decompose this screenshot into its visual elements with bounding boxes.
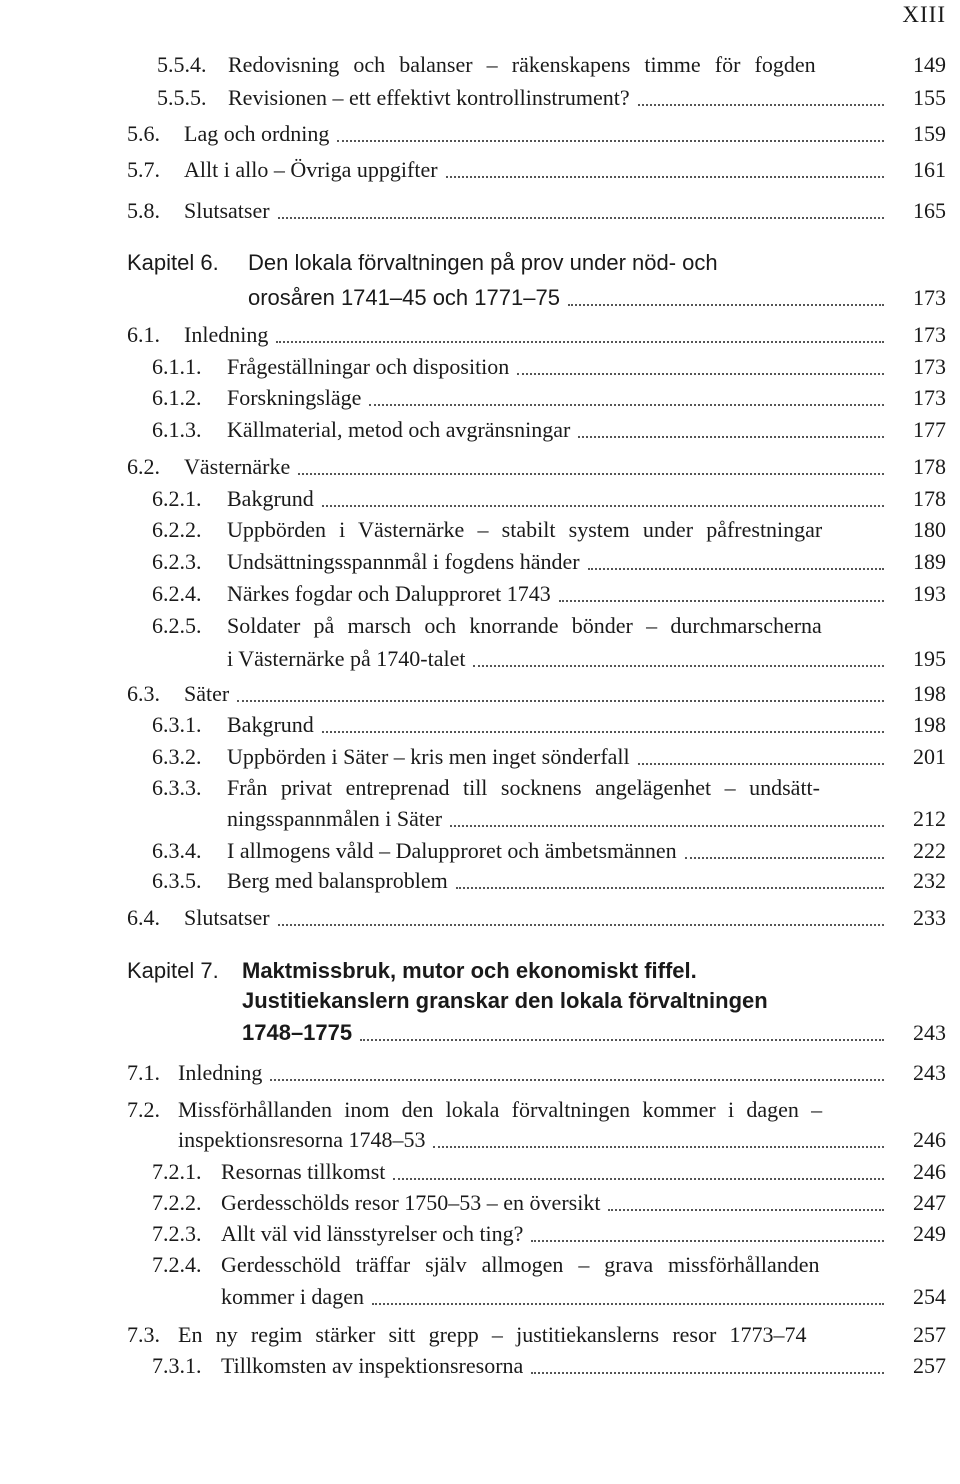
toc-entry xyxy=(0,320,960,350)
entry-title: Frågeställningar och disposition xyxy=(227,354,510,379)
chapter-heading xyxy=(0,956,960,986)
dot-leader xyxy=(270,1079,884,1081)
entry-title: Allt i allo – Övriga uppgifter xyxy=(184,157,438,182)
toc-entry xyxy=(0,611,960,641)
entry-title: Allt väl vid länsstyrelser och ting? xyxy=(221,1221,524,1246)
dot-leader xyxy=(337,140,884,142)
toc-entry-continued xyxy=(0,804,960,834)
entry-title: Uppbörden i Västernärke – stabilt system under påfrestningar xyxy=(227,517,823,542)
entry-number: 7.2.3. xyxy=(152,1221,202,1246)
dot-leader xyxy=(685,857,884,859)
entry-title: Gerdesschölds resor 1750–53 – en översikt xyxy=(221,1190,601,1215)
dot-leader xyxy=(531,1240,884,1242)
dot-leader xyxy=(322,731,884,733)
entry-number: 5.5.4. xyxy=(157,52,207,77)
toc-entry xyxy=(0,679,960,709)
toc-entry-continued xyxy=(0,1125,960,1155)
entry-number: 6.2.4. xyxy=(152,581,202,606)
entry-title: Inledning xyxy=(184,322,269,347)
chapter-heading-continued xyxy=(0,1018,960,1048)
dot-leader xyxy=(360,1039,884,1041)
entry-number: 6.3.1. xyxy=(152,712,202,737)
entry-page: 222 xyxy=(913,838,946,863)
toc-entry xyxy=(0,50,960,80)
entry-title: Bakgrund xyxy=(227,712,314,737)
toc-entry xyxy=(0,1157,960,1187)
entry-number: 6.1.1. xyxy=(152,354,202,379)
entry-page: 198 xyxy=(913,712,946,737)
entry-page: 247 xyxy=(913,1190,946,1215)
dot-leader xyxy=(372,1303,884,1305)
entry-title: Revisionen – ett effektivt kontrollinstrument? xyxy=(228,85,630,110)
entry-page: 249 xyxy=(913,1221,946,1246)
entry-page: 177 xyxy=(913,417,946,442)
entry-number: 7.2.1. xyxy=(152,1159,202,1184)
toc-entry xyxy=(0,710,960,740)
dot-leader xyxy=(298,473,884,475)
toc-entry xyxy=(0,415,960,445)
entry-page: 243 xyxy=(913,1060,946,1085)
toc-entry xyxy=(0,866,960,896)
dot-leader xyxy=(578,436,884,438)
entry-page: 165 xyxy=(913,198,946,223)
entry-number: 7.2.4. xyxy=(152,1252,202,1277)
toc-entry xyxy=(0,383,960,413)
toc-entry xyxy=(0,196,960,226)
entry-title: Lag och ordning xyxy=(184,121,330,146)
entry-page: 161 xyxy=(913,157,946,182)
entry-title: Källmaterial, metod och avgränsningar xyxy=(227,417,571,442)
entry-page: 149 xyxy=(913,52,946,77)
dot-leader xyxy=(278,924,884,926)
entry-page: 173 xyxy=(913,385,946,410)
chapter-title: Den lokala förvaltningen på prov under nöd- och xyxy=(248,250,718,275)
dot-leader xyxy=(559,600,884,602)
entry-number: 6.3.2. xyxy=(152,744,202,769)
chapter-number: Kapitel 7. xyxy=(127,958,219,983)
entry-page: 173 xyxy=(913,354,946,379)
entry-number: 6.2.3. xyxy=(152,549,202,574)
dot-leader xyxy=(456,887,884,889)
chapter-heading-continued xyxy=(0,283,960,313)
dot-leader xyxy=(568,304,884,306)
toc-entry xyxy=(0,1188,960,1218)
entry-title: Inledning xyxy=(178,1060,263,1085)
entry-page: 246 xyxy=(913,1127,946,1152)
entry-title: i Västernärke på 1740-talet xyxy=(227,646,466,671)
entry-page: 254 xyxy=(913,1284,946,1309)
entry-page: 155 xyxy=(913,85,946,110)
entry-title: Uppbörden i Säter – kris men inget sönderfall xyxy=(227,744,630,769)
entry-number: 7.3. xyxy=(127,1322,160,1347)
entry-page: 178 xyxy=(913,486,946,511)
entry-page: 180 xyxy=(913,517,946,542)
entry-title: Tillkomsten av inspektionsresorna xyxy=(221,1353,524,1378)
dot-leader xyxy=(450,825,884,827)
chapter-title: 1748–1775 xyxy=(242,1020,353,1045)
entry-title: Västernärke xyxy=(184,454,291,479)
entry-title: Säter xyxy=(184,681,230,706)
toc-entry xyxy=(0,773,960,803)
entry-number: 6.2.2. xyxy=(152,517,202,542)
toc-entry xyxy=(0,742,960,772)
entry-number: 5.8. xyxy=(127,198,160,223)
toc-entry xyxy=(0,1320,960,1350)
entry-title: ningsspannmålen i Säter xyxy=(227,806,443,831)
dot-leader xyxy=(322,505,884,507)
entry-page: 189 xyxy=(913,549,946,574)
entry-number: 6.1. xyxy=(127,322,160,347)
entry-page: 178 xyxy=(913,454,946,479)
entry-number: 7.3.1. xyxy=(152,1353,202,1378)
entry-number: 5.5.5. xyxy=(157,85,207,110)
toc-entry xyxy=(0,1219,960,1249)
entry-page: 195 xyxy=(913,646,946,671)
entry-title: Gerdesschöld träffar själv allmogen – grava missförhållanden xyxy=(221,1252,820,1277)
entry-number: 6.2.1. xyxy=(152,486,202,511)
entry-number: 7.2. xyxy=(127,1097,160,1122)
entry-page: 173 xyxy=(913,285,946,310)
toc-entry xyxy=(0,352,960,382)
entry-title: inspektionsresorna 1748–53 xyxy=(178,1127,426,1152)
page-number: XIII xyxy=(902,2,946,27)
dot-leader xyxy=(369,404,884,406)
dot-leader xyxy=(393,1178,884,1180)
toc-entry xyxy=(0,836,960,866)
entry-page: 212 xyxy=(913,806,946,831)
toc-entry xyxy=(0,1095,960,1125)
entry-title: Forskningsläge xyxy=(227,385,362,410)
toc-entry xyxy=(0,547,960,577)
toc-entry xyxy=(0,155,960,185)
toc-entry xyxy=(0,1351,960,1381)
entry-number: 6.3.3. xyxy=(152,775,202,800)
entry-title: Resornas tillkomst xyxy=(221,1159,386,1184)
entry-number: 6.4. xyxy=(127,905,160,930)
toc-entry xyxy=(0,579,960,609)
chapter-number: Kapitel 6. xyxy=(127,250,219,275)
entry-title: Närkes fogdar och Dalupproret 1743 xyxy=(227,581,551,606)
toc-entry xyxy=(0,903,960,933)
chapter-title: orosåren 1741–45 och 1771–75 xyxy=(248,285,560,310)
entry-title: Soldater på marsch och knorrande bönder – durchmarscherna xyxy=(227,613,822,638)
toc-entry xyxy=(0,1250,960,1280)
dot-leader xyxy=(517,373,884,375)
toc-entry-continued xyxy=(0,644,960,674)
chapter-title: Maktmissbruk, mutor och ekonomiskt fiffel. xyxy=(242,958,697,983)
entry-page: 193 xyxy=(913,581,946,606)
entry-page: 257 xyxy=(913,1322,946,1347)
dot-leader xyxy=(638,104,884,106)
entry-number: 6.3.4. xyxy=(152,838,202,863)
dot-leader xyxy=(276,341,884,343)
entry-number: 5.7. xyxy=(127,157,160,182)
entry-title: Från privat entreprenad till socknens angelägenhet – undsätt- xyxy=(227,775,820,800)
toc-entry-continued xyxy=(0,1282,960,1312)
dot-leader xyxy=(237,700,884,702)
toc-entry xyxy=(0,119,960,149)
entry-page: 246 xyxy=(913,1159,946,1184)
toc-entry xyxy=(0,515,960,545)
entry-page: 232 xyxy=(913,868,946,893)
entry-title: Redovisning och balanser – räkenskapens timme för fogden xyxy=(228,52,816,77)
entry-number: 6.1.2. xyxy=(152,385,202,410)
entry-page: 243 xyxy=(913,1020,946,1045)
entry-page: 233 xyxy=(913,905,946,930)
toc-entry xyxy=(0,452,960,482)
entry-title: Missförhållanden inom den lokala förvaltningen kommer i dagen – xyxy=(178,1097,823,1122)
entry-title: Slutsatser xyxy=(184,905,270,930)
entry-number: 7.1. xyxy=(127,1060,160,1085)
entry-title: kommer i dagen xyxy=(221,1284,364,1309)
dot-leader xyxy=(446,176,884,178)
chapter-heading xyxy=(0,248,960,278)
entry-page: 173 xyxy=(913,322,946,347)
dot-leader xyxy=(588,568,884,570)
entry-number: 6.2. xyxy=(127,454,160,479)
entry-number: 6.3. xyxy=(127,681,160,706)
entry-page: 257 xyxy=(913,1353,946,1378)
entry-title: Bakgrund xyxy=(227,486,314,511)
entry-title: Undsättningsspannmål i fogdens händer xyxy=(227,549,580,574)
entry-number: 5.6. xyxy=(127,121,160,146)
toc-entry xyxy=(0,83,960,113)
dot-leader xyxy=(278,217,884,219)
chapter-heading-continued xyxy=(0,986,960,1016)
dot-leader xyxy=(473,665,884,667)
entry-number: 6.3.5. xyxy=(152,868,202,893)
dot-leader xyxy=(608,1209,884,1211)
entry-page: 201 xyxy=(913,744,946,769)
entry-title: Berg med balansproblem xyxy=(227,868,448,893)
entry-title: Slutsatser xyxy=(184,198,270,223)
entry-page: 159 xyxy=(913,121,946,146)
toc-entry xyxy=(0,484,960,514)
entry-title: En ny regim stärker sitt grepp – justitiekanslerns resor 1773–74 xyxy=(178,1322,807,1347)
dot-leader xyxy=(531,1372,884,1374)
entry-title: I allmogens våld – Dalupproret och ämbetsmännen xyxy=(227,838,677,863)
entry-number: 6.1.3. xyxy=(152,417,202,442)
entry-page: 198 xyxy=(913,681,946,706)
dot-leader xyxy=(638,763,884,765)
entry-number: 7.2.2. xyxy=(152,1190,202,1215)
chapter-title: Justitiekanslern granskar den lokala förvaltningen xyxy=(242,988,768,1013)
dot-leader xyxy=(433,1146,884,1148)
toc-entry xyxy=(0,1058,960,1088)
entry-number: 6.2.5. xyxy=(152,613,202,638)
